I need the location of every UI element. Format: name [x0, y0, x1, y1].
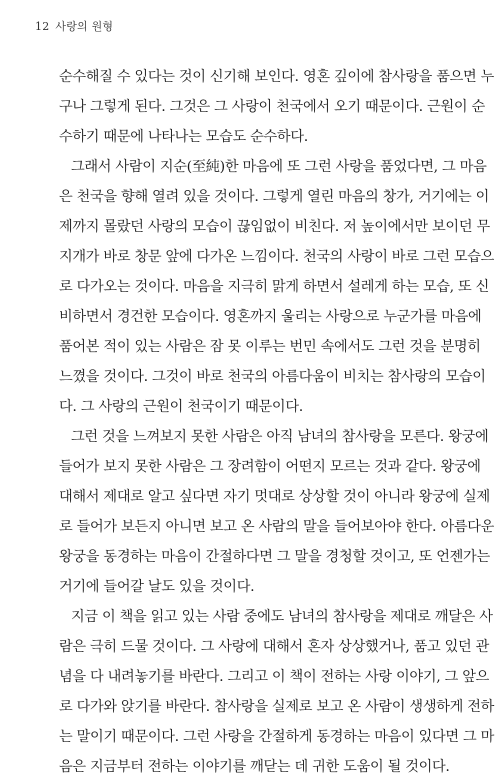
- text-line: 느꼈을 것이다. 그것이 바로 천국의 아름다움이 비치는 참사랑의 모습이: [59, 369, 486, 385]
- text-line: 지개가 바로 창문 앞에 다가온 느낌이다. 천국의 사랑이 바로 그런 모습으: [59, 249, 495, 265]
- text-line: 품어본 적이 있는 사람은 잠 못 이루는 번민 속에서도 그런 것을 분명히: [59, 339, 481, 355]
- text-line: 지금 이 책을 읽고 있는 사람 중에도 남녀의 참사랑을 제대로 깨달은 사: [71, 609, 493, 625]
- text-line: 대해서 제대로 알고 싶다면 자기 멋대로 상상할 것이 아니라 왕궁에 실제: [59, 489, 490, 505]
- text-line: 들어가 보지 못한 사람은 그 장려함이 어떤지 모르는 것과 같다. 왕궁에: [59, 459, 481, 475]
- paragraph: [59, 602, 495, 782]
- text-line: 거기에 들어갈 날도 있을 것이다.: [59, 579, 255, 595]
- text-line: 비하면서 경건한 모습이다. 영혼까지 울리는 사랑으로 누군가를 마음에: [59, 309, 482, 325]
- paragraph: [59, 152, 495, 422]
- text-line: 념을 다 내려놓기를 바란다. 그리고 이 책이 전하는 사랑 이야기, 그 앞으: [59, 669, 490, 685]
- text-line: 그런 것을 느껴보지 못한 사람은 아직 남녀의 참사랑을 모른다. 왕궁에: [71, 429, 489, 445]
- paragraph: [59, 422, 495, 602]
- text-line: 그래서 사람이 지순(至純)한 마음에 또 그런 사랑을 품었다면, 그 마음: [71, 159, 487, 175]
- text-line: 수하기 때문에 나타나는 모습도 순수하다.: [59, 129, 308, 145]
- text-line: 은 천국을 향해 열려 있을 것이다. 그렇게 열린 마음의 창가, 거기에는 이: [59, 189, 490, 205]
- text-line: 구나 그렇게 된다. 그것은 그 사랑이 천국에서 오기 때문이다. 근원이 순: [59, 99, 485, 115]
- body-text: [59, 62, 495, 782]
- text-line: 로 들어가 보든지 아니면 보고 온 사람의 말을 들어보아야 한다. 아름다운: [59, 519, 495, 535]
- running-head: [35, 18, 113, 34]
- text-line: 는 말이기 때문이다. 그런 사랑을 간절하게 동경하는 마음이 있다면 그 마: [59, 729, 495, 745]
- text-line: 로 다가와 앉기를 바란다. 참사랑을 실제로 보고 온 사람이 생생하게 전하: [59, 699, 495, 715]
- chapter-title: 사랑의 원형: [55, 20, 114, 33]
- text-line: 순수해질 수 있다는 것이 신기해 보인다. 영혼 깊이에 참사랑을 품으면 누: [59, 69, 495, 85]
- text-line: 음은 지금부터 전하는 이야기를 깨닫는 데 귀한 도움이 될 것이다.: [59, 759, 450, 775]
- text-line: 제까지 몰랐던 사랑의 모습이 끊임없이 비친다. 저 높이에서만 보이던 무: [59, 219, 490, 235]
- text-line: 로 다가오는 것이다. 마음을 지극히 맑게 하면서 설레게 하는 모습, 또 신: [59, 279, 490, 295]
- text-line: 람은 극히 드물 것이다. 그 사랑에 대해서 혼자 상상했거나, 품고 있던 관: [59, 639, 490, 655]
- page-number: 12: [35, 20, 50, 33]
- text-line: 왕궁을 동경하는 마음이 간절하다면 그 말을 경청할 것이고, 또 언젠가는: [59, 549, 490, 565]
- text-line: 다. 그 사랑의 근원이 천국이기 때문이다.: [59, 399, 303, 415]
- paragraph: [59, 62, 495, 152]
